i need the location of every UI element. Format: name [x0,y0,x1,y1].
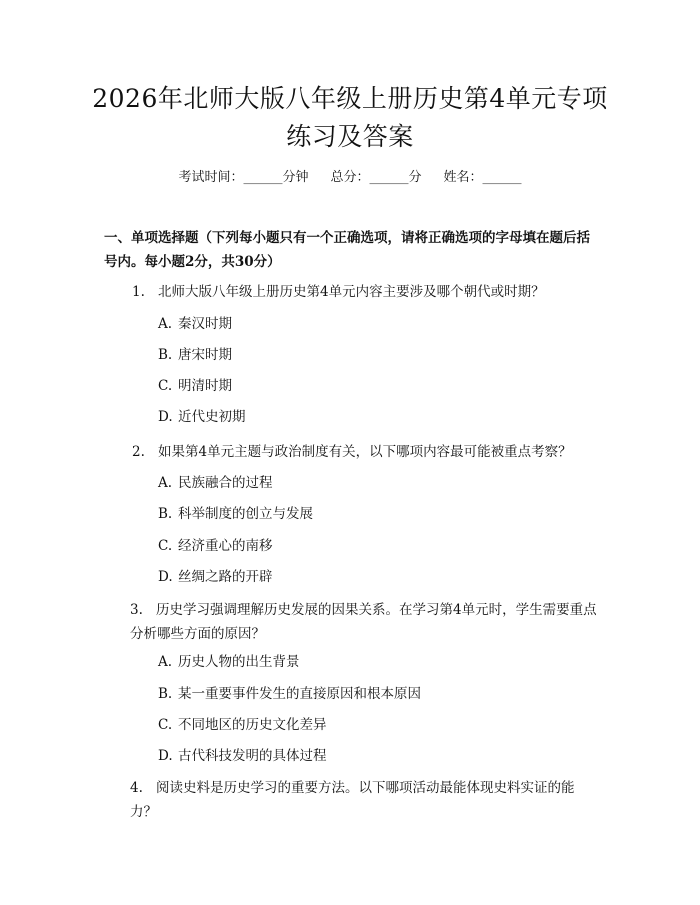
option-text: 某一重要事件发生的直接原因和根本原因 [178,686,421,702]
option-text: 民族融合的过程 [178,475,273,491]
question-1 [132,280,600,304]
question-text: 如果第4单元主题与政治制度有关，以下哪项内容最可能被重点考察？ [158,444,572,460]
option-1c [158,376,232,396]
exam-total-score: 总分：______分 [330,170,422,185]
option-text: 不同地区的历史文化差异 [178,717,327,733]
section-heading: 一、单项选择题（下列每小题只有一个正确选项，请将正确选项的字母填在题后括号内。每小题2分，共30分） [104,230,590,270]
option-2b [158,504,313,524]
option-1b [158,345,232,365]
option-text: 历史人物的出生背景 [178,654,300,670]
option-2d [158,567,273,587]
option-text: 经济重心的南移 [178,538,273,554]
option-2a [158,473,273,493]
option-letter: C. [158,378,173,394]
document-title: 2026年北师大版八年级上册历史第4单元专项练习及答案 [92,84,608,151]
option-letter: D. [158,409,173,425]
question-number: 2. [132,444,145,460]
option-text: 明清时期 [178,378,232,394]
option-text: 丝绸之路的开辟 [178,569,273,585]
option-3b [158,684,421,704]
question-text: 北师大版八年级上册历史第4单元内容主要涉及哪个朝代或时期？ [158,284,545,300]
option-letter: B. [158,686,173,702]
option-text: 科举制度的创立与发展 [178,506,313,522]
question-text: 历史学习强调理解历史发展的因果关系。在学习第4单元时，学生需要重点分析哪些方面的原因？ [130,602,597,642]
option-letter: D. [158,748,173,764]
option-3c [158,715,327,735]
question-number: 3. [130,602,143,618]
option-letter: C. [158,538,173,554]
question-2 [132,440,600,464]
option-letter: A. [158,475,173,491]
option-3d [158,746,327,766]
option-letter: A. [158,654,173,670]
option-letter: C. [158,717,173,733]
exam-time: 考试时间：______分钟 [178,170,309,185]
option-text: 古代科技发明的具体过程 [178,748,327,764]
option-2c [158,536,273,556]
question-number: 4. [130,780,143,796]
exam-student-name: 姓名：______ [443,170,522,185]
option-text: 秦汉时期 [178,316,232,332]
option-letter: B. [158,347,173,363]
option-1a [158,314,232,334]
question-3 [130,598,600,646]
option-letter: D. [158,569,173,585]
question-text: 阅读史料是历史学习的重要方法。以下哪项活动最能体现史料实证的能力？ [130,780,575,820]
option-text: 近代史初期 [178,409,246,425]
option-3a [158,652,300,672]
option-1d [158,407,246,427]
option-text: 唐宋时期 [178,347,232,363]
exam-meta [0,168,700,188]
option-letter: B. [158,506,173,522]
question-4 [130,776,600,824]
question-number: 1. [132,284,145,300]
option-letter: A. [158,316,173,332]
